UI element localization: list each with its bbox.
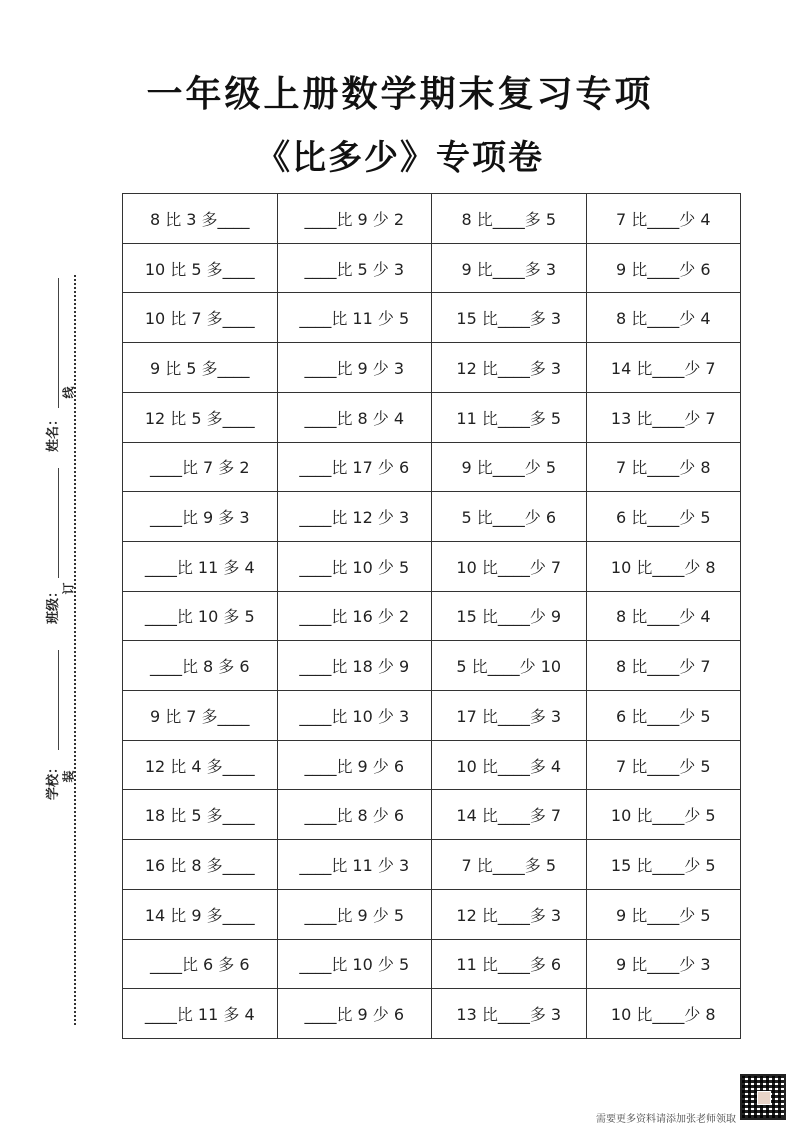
exercise-cell: ____比 7 多 2 [123,442,278,492]
grid-row [123,392,741,442]
exercise-cell: 18 比 5 多____ [123,790,278,840]
exercise-cell: 9 比____少 6 [586,243,741,293]
grid-row [123,591,741,641]
exercise-cell: 12 比____多 3 [432,343,587,393]
exercise-cell: 12 比 5 多____ [123,392,278,442]
exercise-cell: ____比 6 多 6 [123,939,278,989]
exercise-cell: 15 比____少 5 [586,840,741,890]
grid-row [123,889,741,939]
class-line [58,468,59,578]
exercise-cell: ____比 9 多 3 [123,492,278,542]
exercise-cell: 14 比____多 7 [432,790,587,840]
exercise-cell: ____比 10 少 5 [277,541,432,591]
grid-row [123,293,741,343]
grid-row [123,442,741,492]
exercise-cell: 15 比____多 3 [432,293,587,343]
exercise-cell: ____比 11 少 3 [277,840,432,890]
exercise-cell: 7 比____少 8 [586,442,741,492]
exercise-cell: 9 比 5 多____ [123,343,278,393]
exercise-cell: 10 比 7 多____ [123,293,278,343]
class-label: 班级： [46,584,61,624]
exercise-cell: 8 比____少 4 [586,293,741,343]
exercise-cell: 11 比____多 5 [432,392,587,442]
grid-row [123,641,741,691]
grid-row [123,989,741,1039]
exercise-cell: ____比 10 多 5 [123,591,278,641]
exercise-cell: ____比 11 多 4 [123,989,278,1039]
binding-word-ding: 订 [61,582,76,595]
exercise-cell: ____比 11 少 5 [277,293,432,343]
exercise-cell: 10 比____少 8 [586,541,741,591]
name-label: 姓名： [46,412,61,452]
exercise-cell: ____比 10 少 5 [277,939,432,989]
exercise-cell: 10 比____多 4 [432,740,587,790]
exercise-cell: 9 比____少 5 [432,442,587,492]
grid-row [123,541,741,591]
exercise-cell: 6 比____少 5 [586,691,741,741]
school-line [58,650,59,750]
exercise-cell: 9 比____少 3 [586,939,741,989]
exercise-cell: ____比 9 少 2 [277,194,432,244]
exercise-cell: 14 比____少 7 [586,343,741,393]
exercise-cell: ____比 17 少 6 [277,442,432,492]
grid-row [123,492,741,542]
grid-row [123,840,741,890]
grid-row [123,939,741,989]
grid-row [123,194,741,244]
exercise-cell: 14 比 9 多____ [123,889,278,939]
exercise-cell: 7 比____少 4 [586,194,741,244]
exercise-cell: 15 比____少 9 [432,591,587,641]
exercise-cell: 17 比____多 3 [432,691,587,741]
exercise-cell: 10 比____少 5 [586,790,741,840]
exercise-cell: ____比 9 少 6 [277,740,432,790]
exercise-cell: 13 比____少 7 [586,392,741,442]
exercise-cell: 8 比____少 7 [586,641,741,691]
exercise-cell: ____比 8 少 4 [277,392,432,442]
exercise-cell: 13 比____多 3 [432,989,587,1039]
grid-row [123,790,741,840]
grid-row [123,243,741,293]
exercise-cell: ____比 9 少 3 [277,343,432,393]
grid-row [123,343,741,393]
exercise-cell: 10 比____少 8 [586,989,741,1039]
name-line [58,278,59,408]
exercise-cell: ____比 8 少 6 [277,790,432,840]
page-title: 一年级上册数学期末复习专项 [146,74,654,115]
exercise-cell: 12 比 4 多____ [123,740,278,790]
footer-note: 需要更多资料请添加张老师领取 [596,1114,736,1125]
exercise-cell: ____比 18 少 9 [277,641,432,691]
qr-avatar-icon [757,1091,771,1105]
exercise-cell: ____比 9 少 5 [277,889,432,939]
exercise-cell: 9 比____少 5 [586,889,741,939]
grid-row [123,691,741,741]
exercise-cell: ____比 11 多 4 [123,541,278,591]
exercise-cell: 5 比____少 10 [432,641,587,691]
exercise-cell: 10 比 5 多____ [123,243,278,293]
exercise-cell: ____比 12 少 3 [277,492,432,542]
exercise-cell: 8 比____少 4 [586,591,741,641]
grid-row [123,740,741,790]
exercise-cell: 11 比____多 6 [432,939,587,989]
exercise-cell: 16 比 8 多____ [123,840,278,890]
exercise-cell: 9 比____多 3 [432,243,587,293]
qr-code-icon [740,1074,786,1120]
exercise-cell: ____比 10 少 3 [277,691,432,741]
exercise-cell: ____比 16 少 2 [277,591,432,641]
exercise-cell: ____比 8 多 6 [123,641,278,691]
exercise-cell: 7 比____少 5 [586,740,741,790]
binding-word-zhuang: 装 [61,770,76,783]
exercise-cell: 12 比____多 3 [432,889,587,939]
exercise-cell: ____比 9 少 6 [277,989,432,1039]
exercise-cell: 8 比____多 5 [432,194,587,244]
exercise-cell: 6 比____少 5 [586,492,741,542]
exercise-cell: 7 比____多 5 [432,840,587,890]
exercise-cell: ____比 5 少 3 [277,243,432,293]
exercise-cell: 5 比____少 6 [432,492,587,542]
binding-word-xian: 线 [61,386,76,399]
page-subtitle: 《比多少》专项卷 [256,138,544,178]
exercise-cell: 8 比 3 多____ [123,194,278,244]
exercise-cell: 9 比 7 多____ [123,691,278,741]
school-label: 学校： [46,760,61,800]
exercise-grid [122,193,741,1039]
exercise-cell: 10 比____少 7 [432,541,587,591]
